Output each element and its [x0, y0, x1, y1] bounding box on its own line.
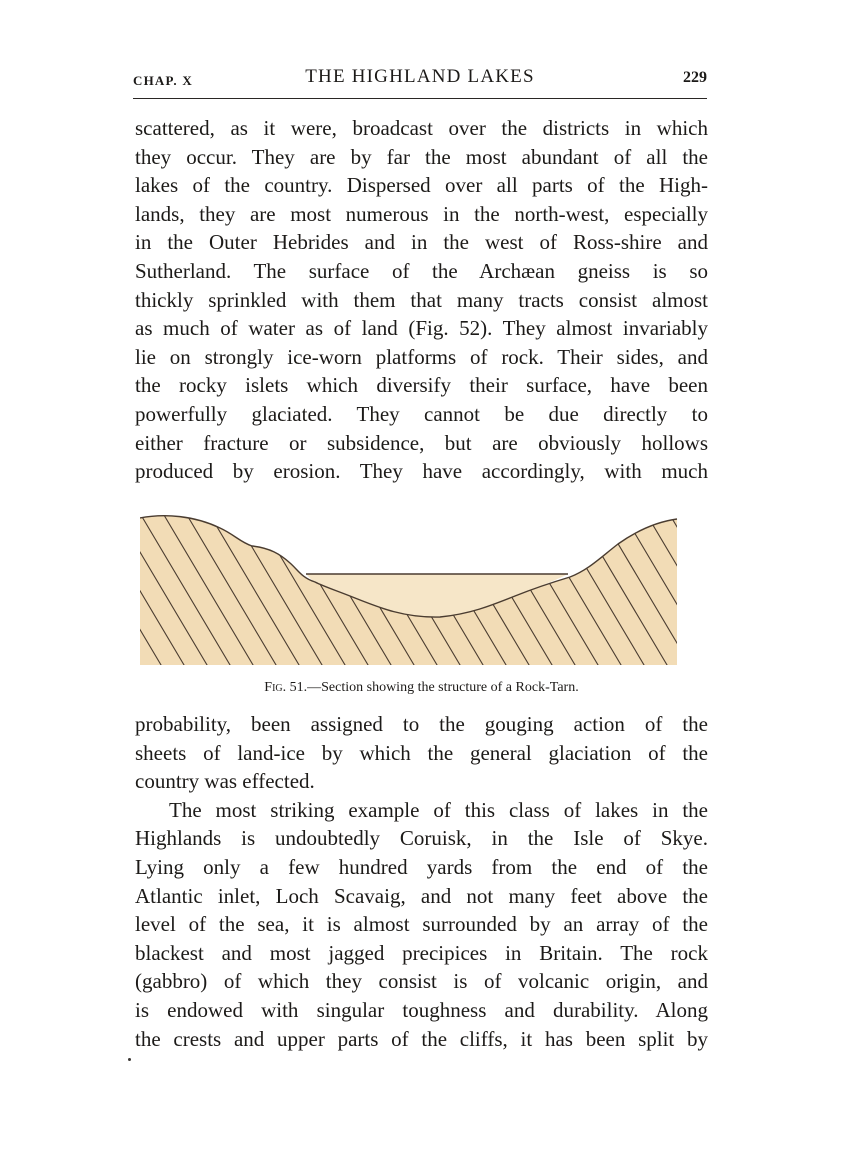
text-line: lie on strongly ice-worn platforms of rock. Their sides, and	[135, 344, 708, 369]
figure-number: Fig. 51.	[264, 680, 308, 695]
text-line: powerfully glaciated. They cannot be due directly to	[135, 401, 708, 426]
text-line: lakes of the country. Dispersed over all parts of the High-	[135, 173, 708, 198]
running-title: THE HIGHLAND LAKES	[305, 66, 535, 87]
chapter-label: CHAP. X	[133, 73, 193, 88]
text-line: as much of water as of land (Fig. 52). They almost invariably	[135, 316, 708, 341]
text-line: produced by erosion. They have accordingly, with much	[135, 459, 708, 484]
text-line: the crests and upper parts of the cliffs, it has been split by	[135, 1026, 708, 1051]
text-line: level of the sea, it is almost surrounded by an array of the	[135, 912, 708, 937]
text-line: is endowed with singular toughness and durability. Along	[135, 997, 708, 1022]
page-number: 229	[683, 69, 707, 86]
text-line: probability, been assigned to the gouging action of the	[135, 712, 708, 736]
text-line: the rocky islets which diversify their surface, have been	[135, 373, 708, 398]
text-line: in the Outer Hebrides and in the west of Ross-shire and	[135, 230, 708, 255]
text-line: scattered, as it were, broadcast over the districts in which	[135, 116, 708, 140]
body-text-lower	[135, 710, 708, 1053]
text-line: Atlantic inlet, Loch Scavaig, and not many feet above the	[135, 883, 708, 908]
body-text-upper	[135, 114, 708, 486]
text-line: sheets of land-ice by which the general glaciation of the	[135, 740, 708, 765]
rock-tarn-section-figure	[140, 510, 680, 670]
text-line: The most striking example of this class of lakes in the	[169, 797, 708, 822]
text-line: country was effected.	[135, 769, 315, 794]
text-line: Sutherland. The surface of the Archæan gneiss is so	[135, 258, 708, 283]
text-line: thickly sprinkled with them that many tracts consist almost	[135, 287, 708, 312]
text-line: Highlands is undoubtedly Coruisk, in the Isle of Skye.	[135, 826, 708, 851]
text-line: (gabbro) of which they consist is of volcanic origin, and	[135, 969, 708, 994]
text-line: blackest and most jagged precipices in Britain. The rock	[135, 940, 708, 965]
figure-caption-text: —Section showing the structure of a Rock-Tarn.	[307, 680, 579, 695]
running-header	[133, 63, 707, 89]
text-line: either fracture or subsidence, but are obviously hollows	[135, 430, 708, 455]
text-line: lands, they are most numerous in the north-west, especially	[135, 201, 708, 226]
rock-tarn-illustration	[140, 510, 680, 670]
header-rule	[133, 98, 707, 99]
figure-caption	[135, 680, 708, 696]
paper-speck	[128, 1058, 131, 1061]
text-line: they occur. They are by far the most abundant of all the	[135, 144, 708, 169]
text-line: Lying only a few hundred yards from the end of the	[135, 854, 708, 879]
